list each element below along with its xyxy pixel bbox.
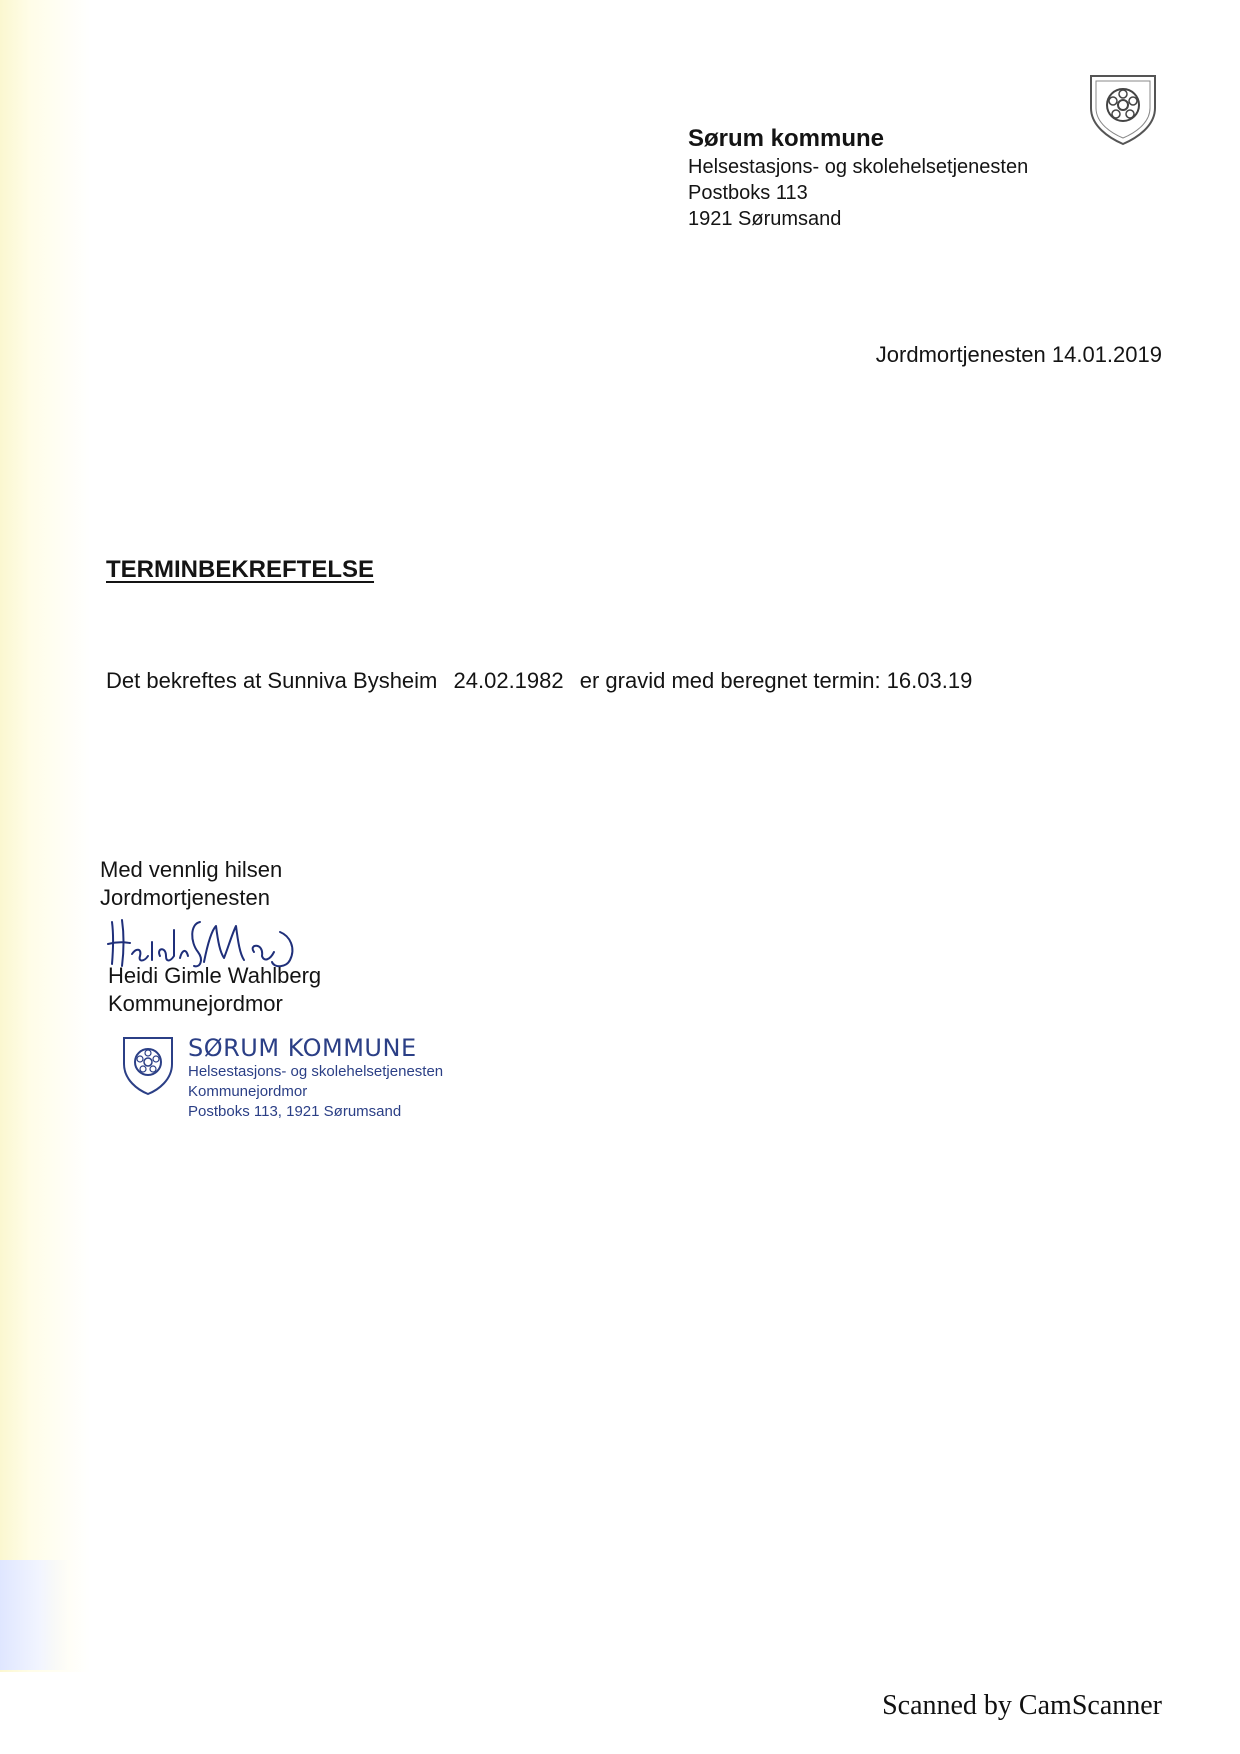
stamp-department: Helsestasjons- og skolehelsetjenesten — [188, 1063, 444, 1080]
official-stamp — [120, 1034, 480, 1134]
closing-greeting: Med vennlig hilsen — [100, 857, 283, 882]
confirmation-prefix: Det bekreftes at Sunniva Bysheim — [106, 668, 438, 693]
stamp-address: Postboks 113, 1921 Sørumsand — [188, 1103, 402, 1120]
closing-unit: Jordmortjenesten — [100, 885, 270, 910]
sender-department: Helsestasjons- og skolehelsetjenesten — [688, 156, 1029, 178]
sender-postal: 1921 Sørumsand — [688, 208, 842, 230]
stamp-crest-icon — [120, 1034, 176, 1098]
confirmation-suffix: er gravid med beregnet termin: 16.03.19 — [579, 668, 973, 693]
signer-block — [108, 962, 321, 1018]
municipal-crest-icon — [1085, 72, 1161, 148]
sender-name: Sørum kommune — [688, 125, 885, 152]
stamp-title: SØRUM KOMMUNE — [188, 1034, 417, 1062]
closing — [100, 856, 282, 912]
stamp-text — [188, 1034, 443, 1122]
scanner-watermark: Scanned by CamScanner — [882, 1690, 1162, 1721]
date-line: Jordmortjenesten 14.01.2019 — [875, 342, 1162, 367]
sender-postbox: Postboks 113 — [688, 182, 808, 204]
birthdate: 24.02.1982 — [453, 668, 564, 693]
signer-name: Heidi Gimle Wahlberg — [108, 963, 322, 988]
document-title: TERMINBEKREFTELSE — [106, 556, 375, 583]
sender-address — [688, 124, 1028, 232]
signer-role: Kommunejordmor — [108, 991, 283, 1016]
stamp-role: Kommunejordmor — [188, 1083, 308, 1100]
confirmation-text — [106, 668, 982, 694]
scan-edge-shading — [0, 1560, 70, 1670]
